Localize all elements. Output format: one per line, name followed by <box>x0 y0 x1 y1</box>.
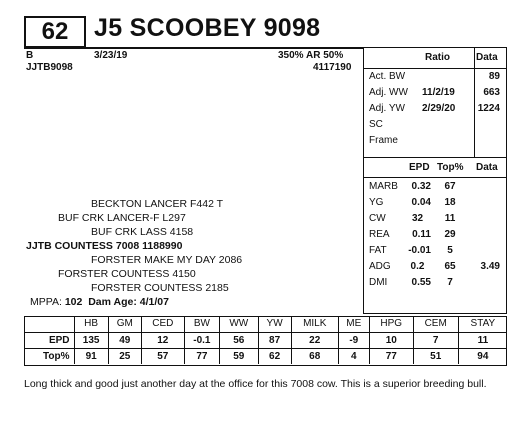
epd-value: 49 <box>108 332 141 348</box>
carcass-top-marb: 67 <box>444 181 456 192</box>
epd-value: 11 <box>458 332 507 348</box>
carcass-top-adg: 65 <box>444 261 456 272</box>
top-percent-value: 25 <box>108 348 141 364</box>
registration-number: 4117190 <box>313 62 352 73</box>
carcass-label-dmi: DMI <box>369 277 388 288</box>
epd-value: 135 <box>74 332 108 348</box>
ratio-col-header: Ratio <box>425 52 450 63</box>
top-percent-value: 59 <box>220 348 259 364</box>
epd-table <box>24 316 507 364</box>
epd-col-header: MILK <box>291 316 338 332</box>
epd-value: 22 <box>291 332 338 348</box>
pedigree-sire-sire: BECKTON LANCER F442 T <box>91 198 224 210</box>
epd-table-corner <box>24 316 74 332</box>
carcass-top-fat: 5 <box>447 245 453 256</box>
carcass-epd-adg: 0.2 <box>410 261 425 272</box>
ratio-date-yw: 2/29/20 <box>422 103 456 114</box>
epd-value: 7 <box>413 332 458 348</box>
top-percent-value: 77 <box>369 348 413 364</box>
carcass-label-marb: MARB <box>369 181 398 192</box>
data-col-header: Data <box>476 52 498 63</box>
carcass-epd-header: EPD <box>409 162 430 173</box>
epd-col-header: CEM <box>413 316 458 332</box>
lot-comment: Long thick and good just another day at the office for this 7008 cow. This is a superior breeding bull. <box>24 378 487 390</box>
ratio-data-bw: 89 <box>488 71 500 82</box>
pedigree-dam: JJTB COUNTESS 7008 1188990 <box>26 240 183 252</box>
ratio-label-ww: Adj. WW <box>369 87 408 98</box>
top-percent-value: 62 <box>258 348 291 364</box>
ratio-label-yw: Adj. YW <box>369 103 405 114</box>
mppa-row <box>30 296 169 308</box>
breed-percentage: 350% AR 50% <box>278 50 344 61</box>
carcass-top-rea: 29 <box>444 229 456 240</box>
top-percent-value: 57 <box>141 348 184 364</box>
epd-col-header: STAY <box>458 316 507 332</box>
carcass-label-cw: CW <box>369 213 386 224</box>
pedigree-dam-sire: FORSTER MAKE MY DAY 2086 <box>91 254 243 266</box>
pedigree-sire-dam: BUF CRK LASS 4158 <box>91 226 194 238</box>
epd-row-label: EPD <box>24 332 74 348</box>
carcass-top-dmi: 7 <box>447 277 453 288</box>
lot-number: 62 <box>24 16 86 48</box>
ratio-data-ww: 663 <box>483 87 500 98</box>
ratio-label-frame: Frame <box>369 135 398 146</box>
top-percent-value: 68 <box>291 348 338 364</box>
epd-value: -0.1 <box>184 332 219 348</box>
epd-value: -9 <box>338 332 369 348</box>
mppa-value: 102 <box>64 296 83 308</box>
registration-id: JJTB9098 <box>26 62 73 73</box>
carcass-top-header: Top% <box>437 162 464 173</box>
carcass-data-header: Data <box>476 162 498 173</box>
top-percent-value: 4 <box>338 348 369 364</box>
epd-col-header: ME <box>338 316 369 332</box>
ratio-label-bw: Act. BW <box>369 71 406 82</box>
header-rule <box>24 47 364 49</box>
ratio-data-yw: 1224 <box>477 103 500 114</box>
top-percent-value: 94 <box>458 348 507 364</box>
epd-col-header: BW <box>184 316 219 332</box>
carcass-label-yg: YG <box>369 197 384 208</box>
epd-value: 10 <box>369 332 413 348</box>
mppa-label: MPPA: <box>30 296 62 308</box>
carcass-epd-cw: 32 <box>411 213 424 224</box>
top-percent-value: 77 <box>184 348 219 364</box>
performance-panel <box>363 47 507 314</box>
carcass-top-cw: 11 <box>444 213 456 224</box>
ratio-header-rule <box>364 68 506 69</box>
carcass-label-fat: FAT <box>369 245 387 256</box>
epd-value: 87 <box>258 332 291 348</box>
breed-code: B <box>26 50 34 61</box>
top-row-label: Top% <box>43 350 70 362</box>
carcass-epd-yg: 0.04 <box>411 197 431 208</box>
carcass-label-rea: REA <box>369 229 390 240</box>
epd-col-header: HPG <box>369 316 413 332</box>
dam-age-value: 4/1/07 <box>139 296 169 308</box>
top-percent-value: 91 <box>74 348 108 364</box>
pedigree-dam-dam-dam: FORSTER COUNTESS 2185 <box>91 282 229 294</box>
dam-age-label: Dam Age: <box>88 296 137 308</box>
animal-name: J5 SCOOBEY 9098 <box>94 14 321 42</box>
epd-col-header: GM <box>108 316 141 332</box>
epd-col-header: HB <box>74 316 108 332</box>
epd-col-header: WW <box>220 316 259 332</box>
carcass-epd-dmi: 0.55 <box>411 277 431 288</box>
epd-col-header: CED <box>141 316 184 332</box>
epd-col-header: YW <box>258 316 291 332</box>
ratio-label-sc: SC <box>369 119 383 130</box>
pedigree-sire: BUF CRK LANCER-F L297 <box>58 212 186 224</box>
carcass-epd-marb: 0.32 <box>411 181 431 192</box>
carcass-header-rule <box>364 177 506 178</box>
carcass-epd-rea: 0.11 <box>412 229 431 240</box>
carcass-data-adg: 3.49 <box>480 261 500 272</box>
epd-value: 12 <box>141 332 184 348</box>
ratio-date-ww: 11/2/19 <box>422 87 455 98</box>
carcass-epd-fat: -0.01 <box>408 245 431 256</box>
top-percent-value: 51 <box>413 348 458 364</box>
epd-value: 56 <box>220 332 259 348</box>
panel-separator <box>364 157 506 158</box>
carcass-label-adg: ADG <box>369 261 391 272</box>
carcass-top-yg: 18 <box>444 197 456 208</box>
pedigree-dam-dam: FORSTER COUNTESS 4150 <box>58 268 196 280</box>
birth-date: 3/23/19 <box>94 50 128 61</box>
